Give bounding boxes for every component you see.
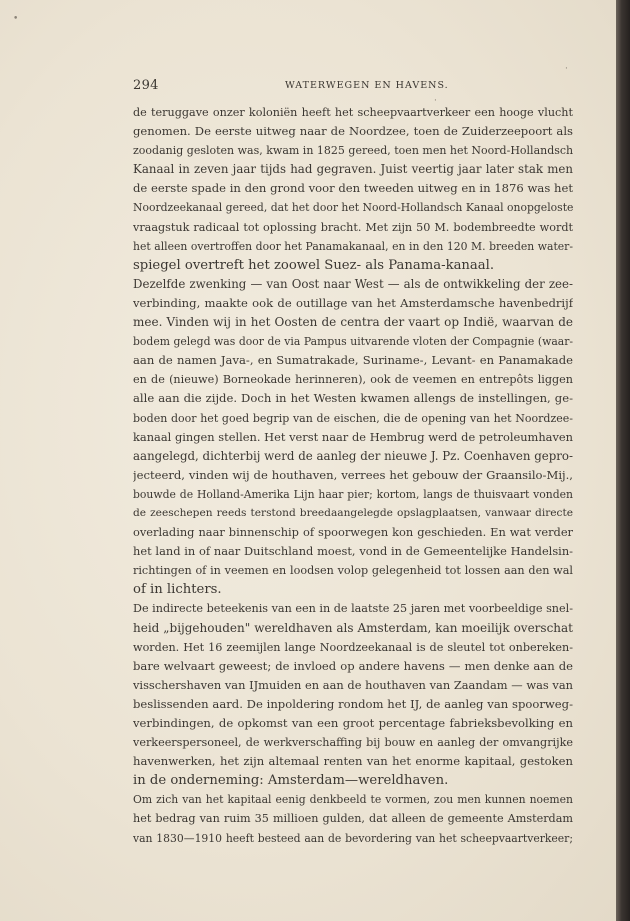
body-text — [133, 103, 573, 848]
text-line: de zeeschepen reeds terstond breedaangelegde opslagplaatsen, vanwaar directe — [133, 506, 573, 519]
text-line: in de onderneming: Amsterdam—wereldhaven. — [133, 773, 449, 789]
text-line: verkeerspersoneel, de werkverschaffing bij bouw en aanleg der omvangrijke — [133, 736, 573, 750]
paper-speck: · — [434, 96, 437, 106]
paper-speck: • — [13, 14, 19, 24]
text-line: overlading naar binnenschip of spoorwegen kon geschieden. En wat verder — [133, 525, 573, 540]
text-line: of in lichters. — [133, 582, 222, 598]
text-line: visschershaven van IJmuiden en aan de houthaven van Zaandam — was van — [133, 677, 573, 692]
text-line: spiegel overtreft het zoowel Suez- als Panama-kanaal. — [133, 257, 495, 273]
text-line: de teruggave onzer koloniën heeft het scheepvaartverkeer een hooge vlucht — [133, 106, 573, 119]
text-line: verbinding, maakte ook de outillage van het Amsterdamsche havenbedrijf — [133, 295, 573, 310]
text-line: genomen. De eerste uitweg naar de Noordzee, toen de Zuiderzeepoort als — [133, 124, 573, 139]
text-line: het alleen overtroffen door het Panamakanaal, en in den 120 M. breeden water- — [133, 239, 573, 253]
text-line: bare welvaart geweest; de invloed op andere havens — men denke aan de — [133, 658, 573, 673]
text-line: Om zich van het kapitaal eenig denkbeeld te vormen, zou men kunnen noemen — [133, 793, 573, 807]
text-line: aangelegd, dichterbij werd de aanleg der nieuwe J. Pz. Coenhaven gepro- — [133, 448, 573, 463]
text-line: Kanaal in zeven jaar tijds had gegraven. Juist veertig jaar later stak men — [133, 162, 573, 177]
paper-speck: · — [565, 64, 568, 74]
text-line: boden door het goed begrip van de eischen, die de opening van het Noordzee- — [133, 411, 573, 425]
running-title: WATERWEGEN EN HAVENS. — [285, 80, 449, 91]
page-header — [133, 78, 573, 96]
text-line: kanaal gingen stellen. Het verst naar de Hembrug werd de petroleumhaven — [133, 429, 573, 444]
text-line: De indirecte beteekenis van een in de laatste 25 jaren met voorbeeldige snel- — [133, 602, 573, 616]
text-line: de eerste spade in den grond voor den tweeden uitweg en in 1876 was het — [133, 181, 573, 196]
page-number: 294 — [133, 78, 159, 93]
text-line: havenwerken, het zijn altemaal renten van het enorme kapitaal, gestoken — [133, 754, 573, 769]
text-line: alle aan die zijde. Doch in het Westen kwamen allengs de instellingen, ge- — [133, 391, 573, 406]
text-line: heid „bijgehouden" wereldhaven als Amsterdam, kan moeilijk overschat — [133, 620, 573, 635]
text-line: worden. Het 16 zeemijlen lange Noordzeekanaal is de sleutel tot onbereken- — [133, 640, 573, 654]
text-line: verbindingen, de opkomst van een groot percentage fabrieksbevolking en — [133, 716, 573, 730]
text-line: en de (nieuwe) Borneokade herinneren), ook de veemen en entrepôts liggen — [133, 373, 573, 387]
text-line: Dezelfde zwenking — van Oost naar West — als de ontwikkeling der zee- — [133, 276, 573, 291]
text-line: het land in of naar Duitschland moest, vond in de Gemeentelijke Handelsin- — [133, 544, 573, 559]
text-line: van 1830—1910 heeft besteed aan de bevordering van het scheepvaartverkeer; — [133, 831, 573, 845]
text-line: aan de namen Java-, en Sumatrakade, Suriname-, Levant- en Panamakade — [133, 353, 573, 368]
text-line: het bedrag van ruim 35 millioen gulden, dat alleen de gemeente Amsterdam — [133, 812, 573, 826]
text-line: bouwde de Holland-Amerika Lijn haar pier; kortom, langs de thuisvaart vonden — [133, 487, 573, 501]
text-line: jecteerd, vinden wij de houthaven, verrees het gebouw der Graansilo-Mij., — [133, 467, 573, 482]
text-line: Noordzeekanaal gereed, dat het door het Noord-Hollandsch Kanaal onopgeloste — [133, 201, 573, 215]
text-line: richtingen of in veemen en loodsen volop gelegenheid tot lossen aan den wal — [133, 564, 573, 578]
text-line: beslissenden aard. De inpoldering rondom het IJ, de aanleg van spoorweg- — [133, 696, 573, 711]
text-line: zoodanig gesloten was, kwam in 1825 gereed, toen men het Noord-Hollandsch — [133, 144, 573, 158]
page-edge-shadow — [616, 0, 630, 921]
text-line: vraagstuk radicaal tot oplossing bracht. Met zijn 50 M. bodembreedte wordt — [133, 220, 573, 234]
text-line: bodem gelegd was door de via Pampus uitvarende vloten der Compagnie (waar- — [133, 335, 573, 349]
text-line: mee. Vinden wij in het Oosten de centra der vaart op Indië, waarvan de — [133, 315, 573, 330]
